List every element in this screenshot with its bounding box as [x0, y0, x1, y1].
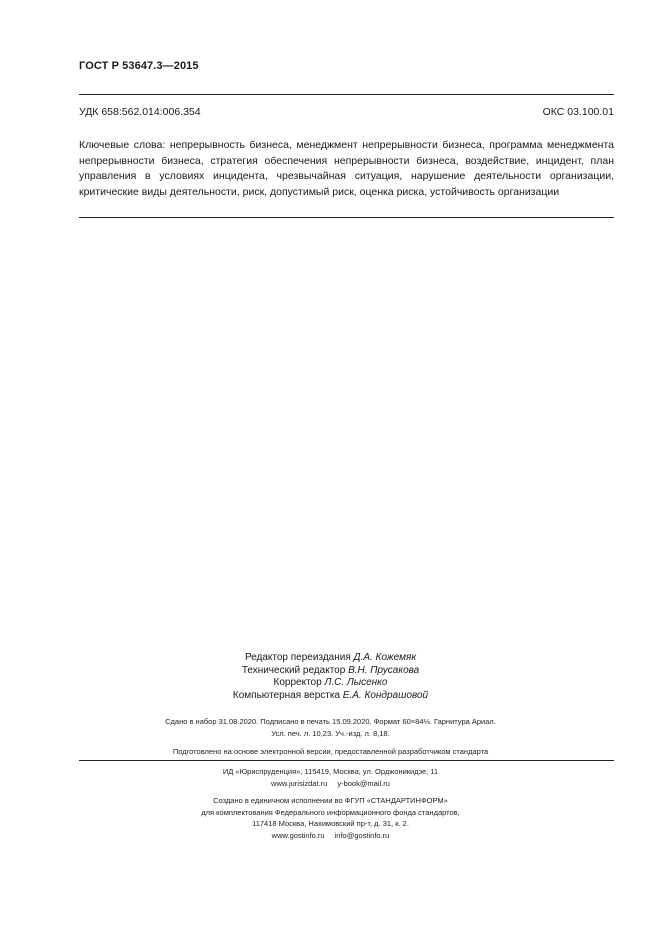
credits-block [0, 652, 661, 702]
imprint-block [0, 716, 661, 758]
credit-role: Компьютерная верстка [232, 689, 341, 701]
keywords-divider [79, 217, 614, 218]
imprint-source-line: Подготовлено на основе электронной версии, предоставленной разработчиком стандарта [172, 747, 489, 756]
printer-line: для комплектования Федерального информационного фонда стандартов, [201, 807, 460, 817]
imprint-divider [79, 760, 614, 761]
credit-editor [0, 652, 661, 665]
printer-email-link[interactable]: info@gostinfo.ru [334, 830, 390, 840]
credit-name: Л.С. Лысенко [324, 677, 388, 688]
publisher-site-link[interactable]: www.jurisizdat.ru [271, 778, 328, 788]
printer-line: Создано в единичном исполнении во ФГУП «СТАНДАРТИНФОРМ» [213, 796, 448, 805]
top-divider [79, 94, 614, 95]
credit-role: Редактор переиздания [244, 652, 351, 663]
publisher-contacts [0, 778, 661, 790]
oks-code: ОКС 03.100.01 [542, 106, 614, 118]
credit-name: Д.А. Кожемяк [353, 652, 417, 663]
printer-address: 117418 Москва, Нахимовский пр-т, д. 31, к. 2. [252, 819, 409, 828]
credit-role: Корректор [273, 677, 322, 688]
imprint-line: Сдано в набор 31.08.2020. Подписано в печать 15.09.2020. Формат 60×84⅛. Гарнитура Ариал. [165, 717, 496, 726]
printer-contacts [0, 830, 661, 842]
credit-name: В.Н. Прусакова [348, 664, 420, 676]
udk-code: УДК 658:562.014:006.354 [79, 106, 201, 118]
printer-site-link[interactable]: www.gostinfo.ru [271, 830, 325, 840]
publisher-block [0, 766, 661, 841]
standard-code: ГОСТ Р 53647.3—2015 [79, 60, 199, 72]
credit-name: Е.А. Кондрашовой [342, 689, 429, 701]
keywords-paragraph: Ключевые слова: непрерывность бизнеса, менеджмент непрерывности бизнеса, программа менеджмента непрерывности бизнеса, стратегия обеспечения непрерывности бизнеса, воздействие, инцидент, план управления в условиях инцидента, чрезвычайная ситуация, нарушение деятельности организации, критические виды деятельности, риск, допустимый риск, оценка риска, устойчивость организации [79, 139, 614, 198]
publisher-email-link[interactable]: y-book@mail.ru [337, 778, 390, 788]
credit-tech-editor [0, 665, 661, 678]
credit-proofreader [0, 677, 661, 690]
publisher-address: ИД «Юриспруденция», 115419, Москва, ул. Орджоникидзе, 11 [222, 767, 439, 776]
credit-layout [0, 690, 661, 703]
credit-role: Технический редактор [241, 664, 346, 676]
classification-row [79, 106, 614, 118]
imprint-line: Усл. печ. л. 10,23. Уч.-изд. л. 8,18. [271, 728, 390, 738]
